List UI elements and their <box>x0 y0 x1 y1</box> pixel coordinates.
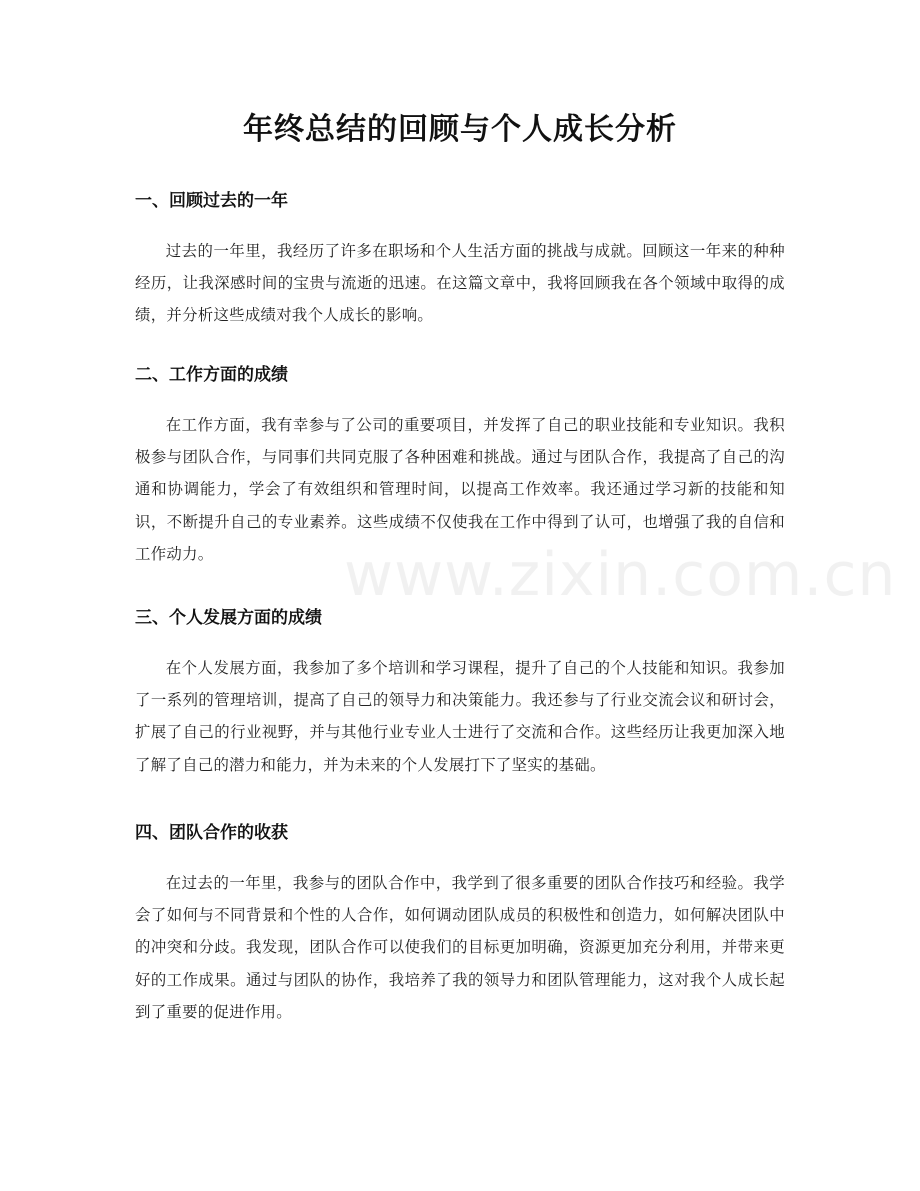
section-heading: 二、工作方面的成绩 <box>135 365 288 385</box>
section-heading: 三、个人发展方面的成绩 <box>135 608 322 628</box>
section-paragraph: 在过去的一年里，我参与的团队合作中，我学到了很多重要的团队合作技巧和经验。我学会了如何与不同背景和个性的人合作，如何调动团队成员的积极性和创造力，如何解决团队中的冲突和分歧。我发现，团队合作可以使我们的目标更加明确，资源更加充分利用，并带来更好的工作成果。通过与团队的协作，我培养了我的领导力和团队管理能力，这对我个人成长起到了重要的促进作用。 <box>135 874 785 1021</box>
section-paragraph: 在工作方面，我有幸参与了公司的重要项目，并发挥了自己的职业技能和专业知识。我积极参与团队合作，与同事们共同克服了各种困难和挑战。通过与团队合作，我提高了自己的沟通和协调能力，学会了有效组织和管理时间，以提高工作效率。我还通过学习新的技能和知识，不断提升自己的专业素养。这些成绩不仅使我在工作中得到了认可，也增强了我的自信和工作动力。 <box>135 416 785 563</box>
section-heading: 四、团队合作的收获 <box>135 823 288 843</box>
section-heading: 一、回顾过去的一年 <box>135 191 288 211</box>
section-personal-development <box>135 605 785 781</box>
section-teamwork-gains <box>135 820 785 1028</box>
section-paragraph: 在个人发展方面，我参加了多个培训和学习课程，提升了自己的个人技能和知识。我参加了一系列的管理培训，提高了自己的领导力和决策能力。我还参与了行业交流会议和研讨会，扩展了自己的行业视野，并与其他行业专业人士进行了交流和合作。这些经历让我更加深入地了解了自己的潜力和能力，并为未来的个人发展打下了坚实的基础。 <box>135 659 785 774</box>
document-title: 年终总结的回顾与个人成长分析 <box>243 112 677 147</box>
watermark: www.zixin.com.cn <box>344 540 897 610</box>
section-work-achievements <box>135 362 785 570</box>
section-paragraph: 过去的一年里，我经历了许多在职场和个人生活方面的挑战与成就。回顾这一年来的种种经历，让我深感时间的宝贵与流逝的迅速。在这篇文章中，我将回顾我在各个领域中取得的成绩，并分析这些成绩对我个人成长的影响。 <box>135 242 785 325</box>
section-review-year <box>135 188 785 332</box>
